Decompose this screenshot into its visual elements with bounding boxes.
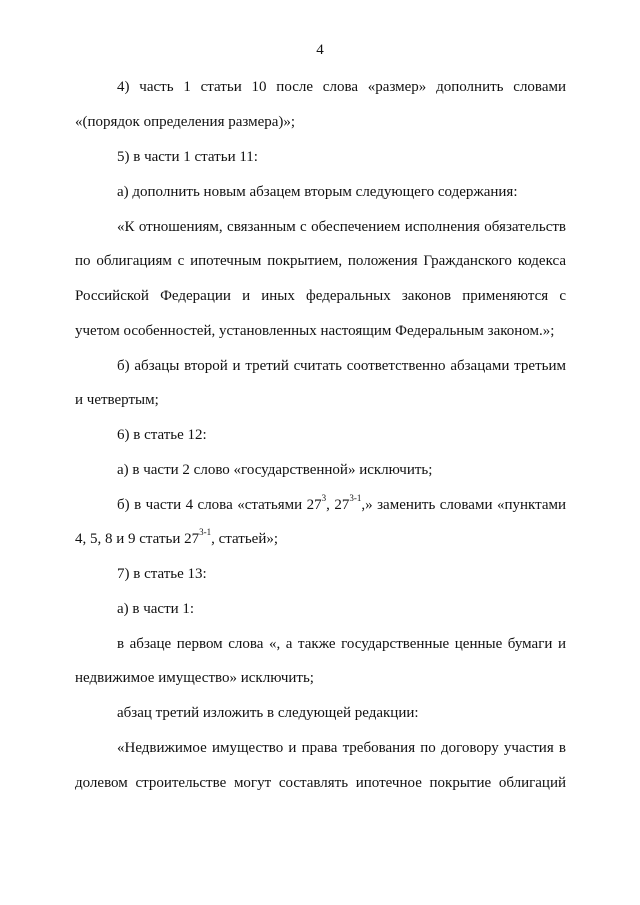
text-run: , 27 — [326, 497, 350, 513]
text-line: недвижимое имущество» исключить; — [75, 670, 314, 686]
text-run: , статьей»; — [211, 531, 279, 547]
superscript: 3-1 — [349, 493, 362, 503]
text-line: а) в части 1: — [117, 601, 195, 617]
text-line: б) абзацы второй и третий считать соответственно абзацами третьим — [117, 358, 566, 374]
text-run: б) в части 4 слова «статьями 27 — [117, 497, 322, 513]
text-line — [117, 493, 567, 514]
text-line: а) в части 2 слово «государственной» исключить; — [117, 462, 433, 478]
text-line: «Недвижимое имущество и права требования по договору участия в — [117, 740, 566, 756]
text-line: а) дополнить новым абзацем вторым следующего содержания: — [117, 184, 518, 200]
text-line: Российской Федерации и иных федеральных законов применяются с — [75, 288, 566, 304]
text-line: в абзаце первом слова «, а также государственные ценные бумаги и — [117, 636, 566, 652]
text-line: «(порядок определения размера)»; — [75, 114, 296, 130]
text-line — [75, 527, 566, 548]
page-number: 4 — [316, 42, 324, 58]
text-line: 5) в части 1 статьи 11: — [117, 149, 258, 165]
text-line: долевом строительстве могут составлять ипотечное покрытие облигаций — [75, 775, 566, 791]
superscript: 3-1 — [199, 527, 212, 537]
text-line: по облигациям с ипотечным покрытием, положения Гражданского кодекса — [75, 253, 566, 269]
superscript: 3 — [321, 493, 327, 503]
text-line: 4) часть 1 статьи 10 после слова «размер» дополнить словами — [117, 79, 566, 95]
text-line: «К отношениям, связанным с обеспечением исполнения обязательств — [117, 219, 566, 235]
text-run: 4, 5, 8 и 9 статьи 27 — [75, 531, 200, 547]
text-line: и четвертым; — [75, 392, 159, 408]
text-line: 7) в статье 13: — [117, 566, 207, 582]
text-line: учетом особенностей, установленных настоящим Федеральным законом.»; — [75, 323, 555, 339]
text-line: абзац третий изложить в следующей редакции: — [117, 705, 419, 721]
text-line: 6) в статье 12: — [117, 427, 207, 443]
text-run: ,» заменить словами «пунктами — [361, 497, 567, 513]
